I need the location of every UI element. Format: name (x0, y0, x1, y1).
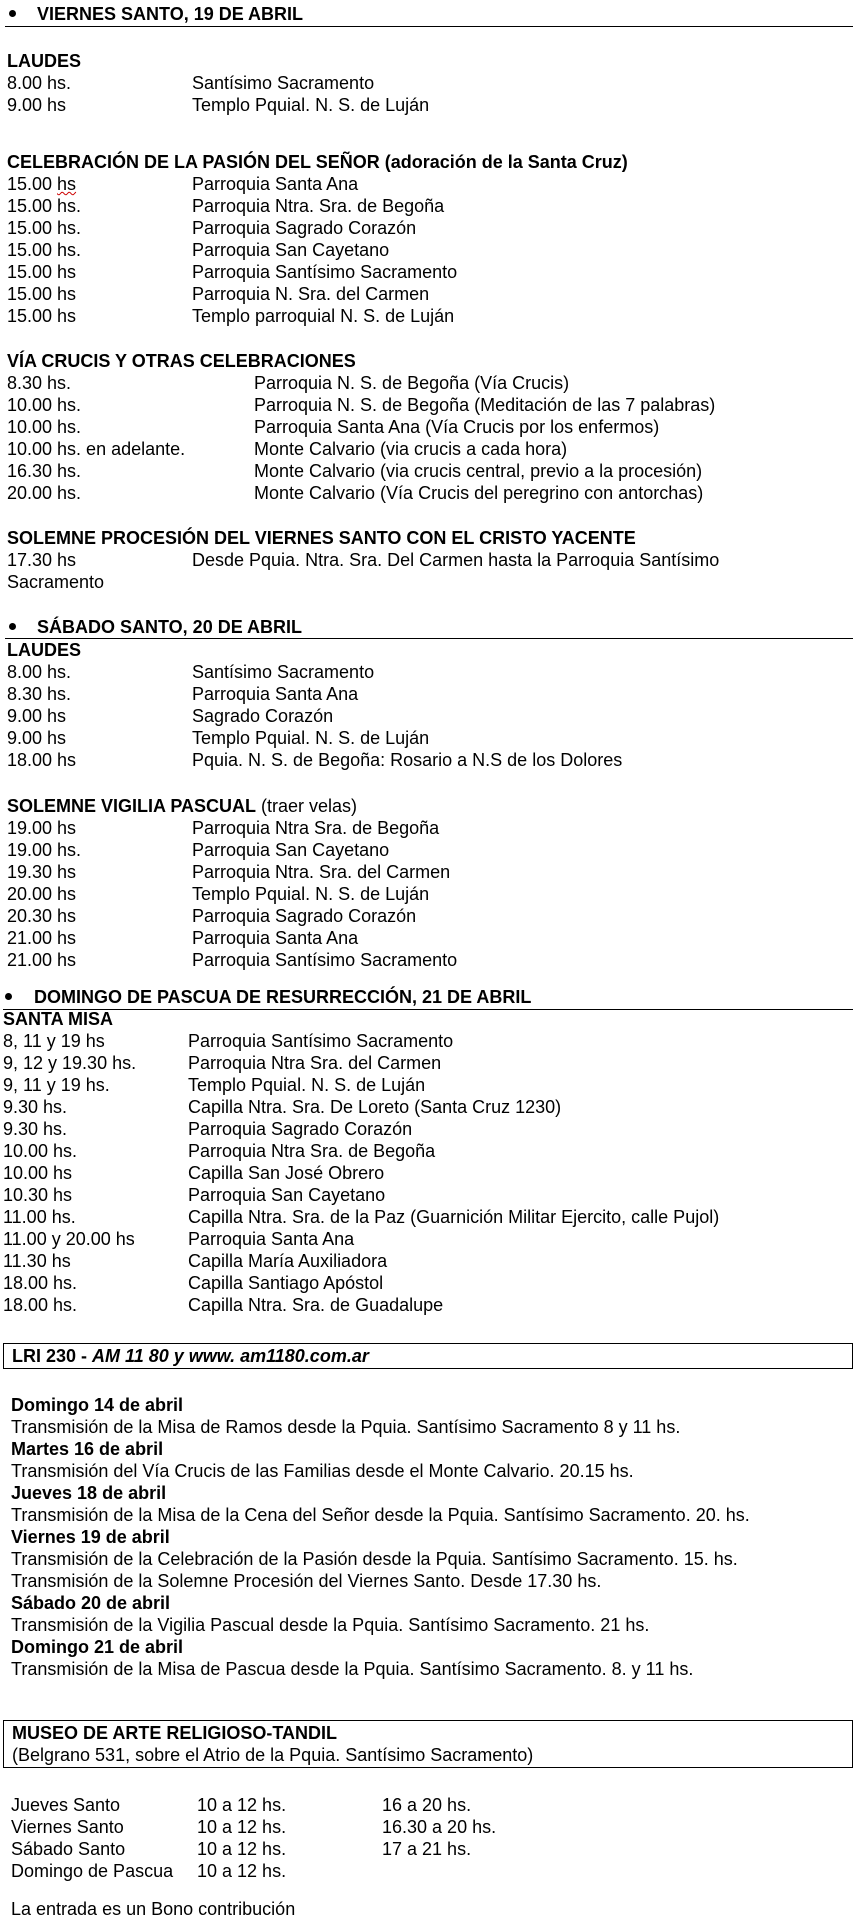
header-underline (3, 1009, 853, 1010)
radio-day: Viernes 19 de abril (11, 1527, 170, 1547)
radio-title-box (3, 1343, 853, 1369)
schedule-place: Capilla Ntra. Sra. de la Paz (Guarnición Militar Ejercito, calle Pujol) (188, 1207, 720, 1227)
schedule-time: 17.30 hs (7, 550, 77, 570)
schedule-time: 15.00 hs (7, 306, 77, 326)
schedule-time: 19.00 hs. (7, 840, 82, 860)
radio-transmission: Transmisión de la Celebración de la Pasión desde la Pquia. Santísimo Sacramento. 15. hs. (11, 1549, 738, 1569)
schedule-place: Parroquia Sagrado Corazón (192, 218, 417, 238)
schedule-time: 15.00 hs (7, 262, 77, 282)
radio-day: Martes 16 de abril (11, 1439, 164, 1459)
radio-transmission: Transmisión de la Vigilia Pascual desde la Pquia. Santísimo Sacramento. 21 hs. (11, 1615, 650, 1635)
schedule-time: 8, 11 y 19 hs (3, 1031, 105, 1051)
schedule-place: Parroquia San Cayetano (188, 1185, 386, 1205)
museo-afternoon-hours: 16 a 20 hs. (382, 1795, 472, 1815)
schedule-place: Parroquia Ntra Sra. de Begoña (188, 1141, 436, 1161)
schedule-place: Templo Pquial. N. S. de Luján (192, 884, 430, 904)
schedule-place: Parroquia Santa Ana (Vía Crucis por los enfermos) (254, 417, 660, 437)
radio-title (12, 1345, 369, 1367)
schedule-time: 10.00 hs. (3, 1141, 78, 1161)
schedule-time: 10.00 hs. (7, 395, 82, 415)
schedule-time: 11.00 y 20.00 hs (3, 1229, 135, 1249)
museo-morning-hours: 10 a 12 hs. (197, 1795, 287, 1815)
museo-day: Sábado Santo (11, 1839, 126, 1859)
museo-day: Domingo de Pascua (11, 1861, 174, 1881)
schedule-time: 9.00 hs (7, 95, 67, 115)
schedule-time: 10.00 hs. (7, 417, 82, 437)
schedule-time: 18.00 hs. (3, 1273, 78, 1293)
procesion-title: SOLEMNE PROCESIÓN DEL VIERNES SANTO CON EL CRISTO YACENTE (7, 528, 636, 548)
schedule-place: Parroquia Santísimo Sacramento (192, 262, 458, 282)
section-header-domingo: DOMINGO DE PASCUA DE RESURRECCIÓN, 21 DE ABRIL (34, 987, 532, 1007)
schedule-place: Parroquia Santísimo Sacramento (188, 1031, 454, 1051)
schedule-place: Santísimo Sacramento (192, 73, 375, 93)
spellcheck-underline: hs (57, 174, 77, 194)
schedule-time: 15.00 hs. (7, 240, 82, 260)
radio-day: Sábado 20 de abril (11, 1593, 171, 1613)
schedule-place: Templo Pquial. N. S. de Luján (192, 95, 430, 115)
schedule-place: Santísimo Sacramento (192, 662, 375, 682)
schedule-place: Capilla Ntra. Sra. de Guadalupe (188, 1295, 444, 1315)
schedule-time: 20.00 hs. (7, 483, 82, 503)
schedule-place: Parroquia Sagrado Corazón (192, 906, 417, 926)
laudes-title: LAUDES (7, 51, 82, 71)
schedule-time: 10.00 hs (3, 1163, 73, 1183)
schedule-place: Parroquia Sagrado Corazón (188, 1119, 413, 1139)
schedule-place: Parroquia N. S. de Begoña (Meditación de las 7 palabras) (254, 395, 716, 415)
schedule-time: 15.00 hs. (7, 196, 82, 216)
schedule-place: Templo parroquial N. S. de Luján (192, 306, 455, 326)
vigilia-note: (traer velas) (256, 796, 358, 816)
schedule-time: 8.00 hs. (7, 73, 72, 93)
radio-title-station: LRI 230 - (12, 1346, 93, 1366)
header-underline (5, 26, 853, 27)
schedule-time: 9, 12 y 19.30 hs. (3, 1053, 137, 1073)
radio-day: Domingo 14 de abril (11, 1395, 184, 1415)
bullet-icon (9, 10, 16, 17)
pasion-title: CELEBRACIÓN DE LA PASIÓN DEL SEÑOR (adoración de la Santa Cruz) (7, 152, 628, 172)
schedule-place: Parroquia Ntra. Sra. del Carmen (192, 862, 451, 882)
radio-day: Jueves 18 de abril (11, 1483, 167, 1503)
schedule-place: Parroquia N. S. de Begoña (Vía Crucis) (254, 373, 570, 393)
section-header-viernes: VIERNES SANTO, 19 DE ABRIL (37, 4, 304, 24)
schedule-place: Sagrado Corazón (192, 706, 334, 726)
schedule-place: Parroquia Ntra Sra. de Begoña (192, 818, 440, 838)
radio-transmission: Transmisión de la Misa de Pascua desde la Pquia. Santísimo Sacramento. 8. y 11 hs. (11, 1659, 694, 1679)
radio-day: Domingo 21 de abril (11, 1637, 184, 1657)
schedule-place: Desde Pquia. Ntra. Sra. Del Carmen hasta la Parroquia Santísimo (192, 550, 720, 570)
santa-misa-title: SANTA MISA (3, 1009, 113, 1029)
radio-transmission: Transmisión de la Misa de Ramos desde la Pquia. Santísimo Sacramento 8 y 11 hs. (11, 1417, 681, 1437)
schedule-place: Capilla San José Obrero (188, 1163, 385, 1183)
schedule-place: Parroquia Santísimo Sacramento (192, 950, 458, 970)
radio-transmission: Transmisión de la Solemne Procesión del Viernes Santo. Desde 17.30 hs. (11, 1571, 602, 1591)
schedule-time: 9.00 hs (7, 728, 67, 748)
schedule-place: Parroquia Santa Ana (192, 928, 359, 948)
museo-title: MUSEO DE ARTE RELIGIOSO-TANDIL (12, 1723, 338, 1743)
schedule-place: Parroquia Santa Ana (192, 174, 359, 194)
museo-address: (Belgrano 531, sobre el Atrio de la Pquia. Santísimo Sacramento) (12, 1745, 534, 1765)
museo-day: Viernes Santo (11, 1817, 124, 1837)
museo-afternoon-hours: 16.30 a 20 hs. (382, 1817, 497, 1837)
schedule-place: Parroquia San Cayetano (192, 840, 390, 860)
bullet-icon (9, 623, 16, 630)
schedule-place: Monte Calvario (via crucis central, previo a la procesión) (254, 461, 703, 481)
schedule-place: Parroquia Ntra. Sra. de Begoña (192, 196, 445, 216)
schedule-time: 9.00 hs (7, 706, 67, 726)
schedule-place: Parroquia Ntra Sra. del Carmen (188, 1053, 442, 1073)
schedule-time: 19.30 hs (7, 862, 77, 882)
bullet-icon (5, 993, 12, 1000)
museo-title-box (3, 1720, 853, 1768)
schedule-time: 19.00 hs (7, 818, 77, 838)
schedule-place: Capilla Ntra. Sra. De Loreto (Santa Cruz 1230) (188, 1097, 562, 1117)
schedule-time: 15.00 hs (7, 284, 77, 304)
schedule-place-continued: Sacramento (7, 572, 105, 592)
time-text: 15.00 hs (7, 174, 77, 194)
schedule-time: 20.00 hs (7, 884, 77, 904)
schedule-time: 16.30 hs. (7, 461, 82, 481)
schedule-place: Capilla Santiago Apóstol (188, 1273, 384, 1293)
schedule-place: Capilla María Auxiliadora (188, 1251, 388, 1271)
schedule-place: Templo Pquial. N. S. de Luján (192, 728, 430, 748)
schedule-time (7, 173, 76, 195)
radio-title-frequency: AM 11 80 y www. am1180.com.ar (92, 1346, 369, 1366)
schedule-place: Pquia. N. S. de Begoña: Rosario a N.S de los Dolores (192, 750, 623, 770)
schedule-time: 8.30 hs. (7, 684, 72, 704)
schedule-place: Parroquia Santa Ana (188, 1229, 355, 1249)
schedule-time: 21.00 hs (7, 950, 77, 970)
vigilia-title-line (7, 795, 357, 817)
schedule-place: Monte Calvario (via crucis a cada hora) (254, 439, 568, 459)
schedule-time: 21.00 hs (7, 928, 77, 948)
schedule-place: Monte Calvario (Vía Crucis del peregrino con antorchas) (254, 483, 704, 503)
schedule-time: 15.00 hs. (7, 218, 82, 238)
schedule-time: 10.00 hs. en adelante. (7, 439, 186, 459)
schedule-time: 11.00 hs. (3, 1207, 76, 1227)
museo-morning-hours: 10 a 12 hs. (197, 1861, 287, 1881)
schedule-time: 9, 11 y 19 hs. (3, 1075, 110, 1095)
schedule-place: Templo Pquial. N. S. de Luján (188, 1075, 426, 1095)
museo-afternoon-hours: 17 a 21 hs. (382, 1839, 472, 1859)
header-underline (5, 638, 853, 639)
schedule-time: 20.30 hs (7, 906, 77, 926)
museo-morning-hours: 10 a 12 hs. (197, 1817, 287, 1837)
schedule-time: 10.30 hs (3, 1185, 73, 1205)
schedule-time: 8.30 hs. (7, 373, 72, 393)
museo-footer: La entrada es un Bono contribución (11, 1899, 296, 1919)
radio-transmission: Transmisión de la Misa de la Cena del Señor desde la Pquia. Santísimo Sacramento. 20. hs. (11, 1505, 750, 1525)
museo-morning-hours: 10 a 12 hs. (197, 1839, 287, 1859)
schedule-time: 11.30 hs (3, 1251, 71, 1271)
schedule-time: 18.00 hs. (3, 1295, 78, 1315)
schedule-time: 18.00 hs (7, 750, 77, 770)
schedule-time: 9.30 hs. (3, 1119, 68, 1139)
schedule-place: Parroquia Santa Ana (192, 684, 359, 704)
museo-day: Jueves Santo (11, 1795, 121, 1815)
vigilia-title: SOLEMNE VIGILIA PASCUAL (7, 796, 257, 816)
schedule-place: Parroquia San Cayetano (192, 240, 390, 260)
schedule-time: 8.00 hs. (7, 662, 72, 682)
section-header-sabado: SÁBADO SANTO, 20 DE ABRIL (37, 617, 303, 637)
schedule-time: 9.30 hs. (3, 1097, 68, 1117)
radio-transmission: Transmisión del Vía Crucis de las Familias desde el Monte Calvario. 20.15 hs. (11, 1461, 634, 1481)
via-crucis-title: VÍA CRUCIS Y OTRAS CELEBRACIONES (7, 351, 356, 371)
schedule-place: Parroquia N. Sra. del Carmen (192, 284, 430, 304)
laudes-title: LAUDES (7, 640, 82, 660)
